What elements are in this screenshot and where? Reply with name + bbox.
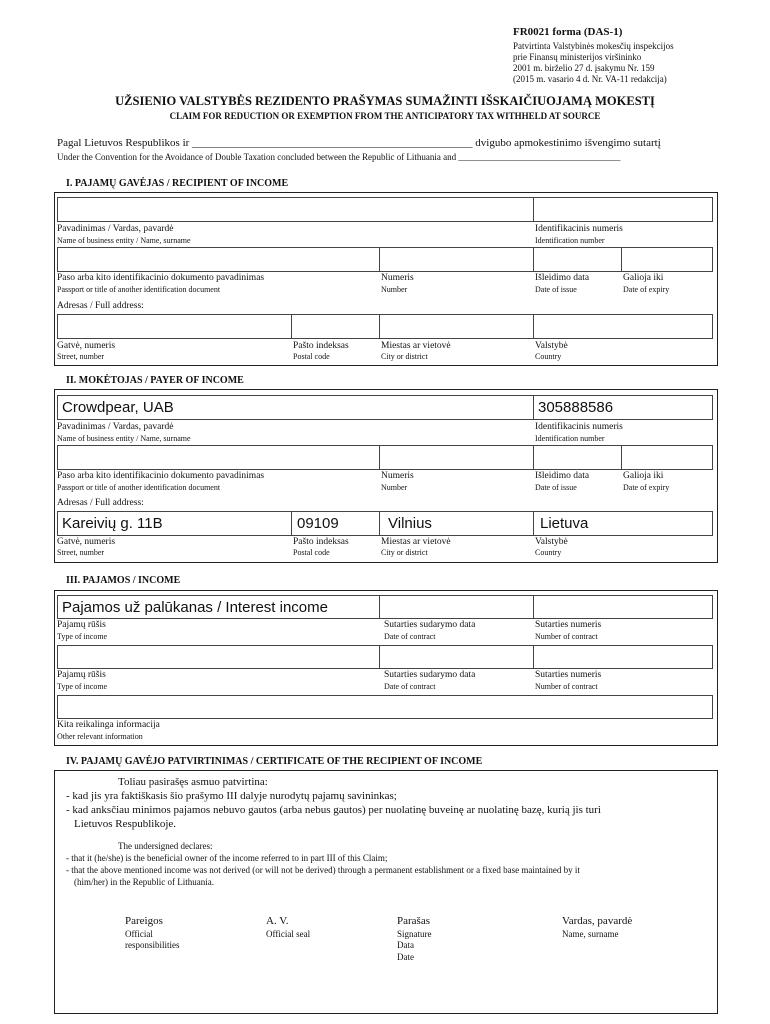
label: Country [535,548,562,557]
label: Sutarties sudarymo data [384,670,476,680]
recipient-name-field[interactable] [57,197,713,222]
approval-line: Patvirtinta Valstybinės mokesčių inspekcijos [513,41,674,51]
declaration-text: Lietuvos Respublikoje. [74,818,177,830]
payer-country-value: Lietuva [540,515,589,532]
other-info-field[interactable] [57,695,713,719]
payer-id-value: 305888586 [538,399,614,416]
label: Type of income [57,632,108,641]
section-2-title: II. MOKĖTOJAS / PAYER OF INCOME [66,375,244,386]
label: Adresas / Full address: [57,301,144,311]
section-3-title: III. PAJAMOS / INCOME [66,575,181,586]
title-lt: UŽSIENIO VALSTYBĖS REZIDENTO PRAŠYMAS SUMAŽINTI IŠSKAIČIUOJAMĄ MOKESTĮ [115,94,655,108]
label: Numeris [381,471,414,481]
label: Kita reikalinga informacija [57,720,160,730]
label: Number [381,285,408,294]
label: Number of contract [535,682,598,691]
sig-label: Data [397,940,414,950]
label: Išleidimo data [535,471,590,481]
declaration-text: - kad anksčiau minimos pajamos nebuvo gautos (arba nebus gautos) per nuolatinę buveinę ar nuolatinę bazę, kurią jis turi [66,804,601,816]
label: Valstybė [535,341,568,351]
label: Pajamų rūšis [57,670,106,680]
label: Name of business entity / Name, surname [57,236,191,245]
label: City or district [381,352,428,361]
label: Number [381,483,408,492]
declaration-text: - that the above mentioned income was not derived (or will not be derived) through a permanent establishment or a fixed base maintained by it [66,865,580,875]
payer-street-value: Kareivių g. 11B [62,515,163,532]
label: Miestas ar vietovė [381,537,451,547]
convention-lt: Pagal Lietuvos Respublikos ir ___________________________________________________ dvigubo apmokestinimo išvengimo sutartį [57,137,661,149]
label: City or district [381,548,428,557]
sig-label: Date [397,952,414,962]
label: Sutarties sudarymo data [384,620,476,630]
label: Gatvė, numeris [57,341,116,351]
label: Number of contract [535,632,598,641]
label: Paso arba kito identifikacinio dokumento pavadinimas [57,471,265,481]
label: Type of income [57,682,108,691]
recipient-passport-field[interactable] [57,247,713,272]
label: Valstybė [535,537,568,547]
label: Postal code [293,352,330,361]
label: Išleidimo data [535,273,590,283]
label: Street, number [57,548,105,557]
sig-label: A. V. [266,915,289,927]
label: Pavadinimas / Vardas, pavardė [57,224,174,234]
sig-label: Parašas [397,915,430,927]
declaration-text: (him/her) in the Republic of Lithuania. [74,877,214,887]
label: Galioja iki [623,471,664,481]
sig-label: Name, surname [562,929,619,939]
label: Sutarties numeris [535,670,602,680]
title-en: CLAIM FOR REDUCTION OR EXEMPTION FROM THE ANTICIPATORY TAX WITHHELD AT SOURCE [169,111,601,121]
label: Identification number [535,434,605,443]
label: Other relevant information [57,732,143,741]
label: Postal code [293,548,330,557]
label: Pavadinimas / Vardas, pavardė [57,422,174,432]
approval-line: prie Finansų ministerijos viršininko [513,52,642,62]
income-type-value: Pajamos už palūkanas / Interest income [62,599,328,616]
label: Adresas / Full address: [57,498,144,508]
label: Name of business entity / Name, surname [57,434,191,443]
label: Date of issue [535,285,577,294]
label: Pajamų rūšis [57,620,106,630]
declaration-text: Toliau pasirašęs asmuo patvirtina: [118,776,268,788]
label: Sutarties numeris [535,620,602,630]
convention-en: Under the Convention for the Avoidance of Double Taxation concluded between the Republic of Lithuania and ____________________________________ [57,152,621,162]
payer-city-value: Vilnius [388,515,432,532]
label: Pašto indeksas [293,537,349,547]
sig-label: Pareigos [125,915,163,927]
declaration-text: The undersigned declares: [118,841,213,851]
sig-label: responsibilities [125,940,180,950]
label: Miestas ar vietovė [381,341,451,351]
approval-line: (2015 m. vasario 4 d. Nr. VA-11 redakcija) [513,74,667,84]
label: Pašto indeksas [293,341,349,351]
sig-label: Official [125,929,153,939]
label: Country [535,352,562,361]
payer-name-value: Crowdpear, UAB [62,399,174,416]
label: Date of expiry [623,285,670,294]
income-type-field-2[interactable] [57,645,713,669]
label: Identifikacinis numeris [535,224,623,234]
sig-label: Vardas, pavardė [562,915,633,927]
payer-postal-value: 09109 [297,515,339,532]
label: Date of expiry [623,483,670,492]
declaration-text: - kad jis yra faktiškasis šio prašymo III dalyje nurodytų pajamų savininkas; [66,790,397,802]
sig-label: Signature [397,929,432,939]
declaration-text: - that it (he/she) is the beneficial owner of the income referred to in part III of this Claim; [66,853,388,863]
approval-line: 2001 m. birželio 27 d. įsakymu Nr. 159 [513,63,655,73]
label: Identifikacinis numeris [535,422,623,432]
label: Street, number [57,352,105,361]
label: Identification number [535,236,605,245]
payer-passport-field[interactable] [57,445,713,470]
form-code: FR0021 forma (DAS-1) [513,26,623,38]
label: Paso arba kito identifikacinio dokumento pavadinimas [57,273,265,283]
section-1-title: I. PAJAMŲ GAVĖJAS / RECIPIENT OF INCOME [66,178,289,189]
recipient-address-field[interactable] [57,314,713,339]
label: Gatvė, numeris [57,537,116,547]
sig-label: Official seal [266,929,311,939]
label: Date of contract [384,632,436,641]
label: Passport or title of another identification document [57,285,221,294]
label: Date of contract [384,682,436,691]
label: Passport or title of another identification document [57,483,221,492]
label: Galioja iki [623,273,664,283]
label: Numeris [381,273,414,283]
section-4-title: IV. PAJAMŲ GAVĖJO PATVIRTINIMAS / CERTIFICATE OF THE RECIPIENT OF INCOME [66,756,483,767]
label: Date of issue [535,483,577,492]
